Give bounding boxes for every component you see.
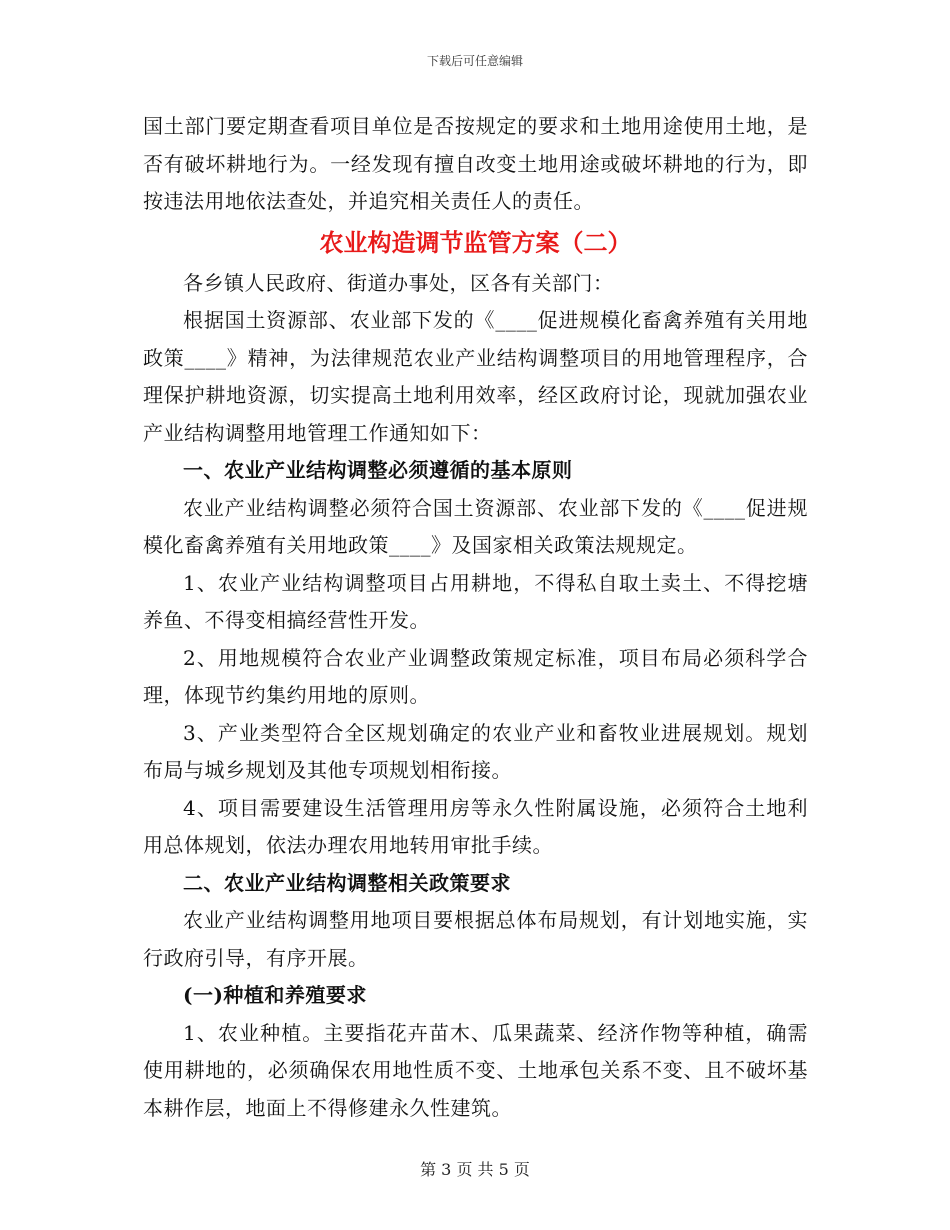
principle-item-2: 2、用地规模符合农业产业调整政策规定标准，项目布局必须科学合理，体现节约集约用地的原则。: [143, 645, 808, 707]
intro-paragraph: 国土部门要定期查看项目单位是否按规定的要求和土地用途使用土地，是否有破坏耕地行为。一经发现有擅自改变土地用途或破坏耕地的行为，即按违法用地依法查处，并追究相关责任人的责任。: [143, 114, 808, 213]
section-2-paragraph: 农业产业结构调整用地项目要根据总体布局规划，有计划地实施，实行政府引导，有序开展。: [143, 908, 808, 970]
requirement-item-1: 1、农业种植。主要指花卉苗木、瓜果蔬菜、经济作物等种植，确需使用耕地的，必须确保农用地性质不变、土地承包关系不变、且不破坏基本耕作层，地面上不得修建永久性建筑。: [143, 1020, 808, 1120]
section-1-paragraph: 农业产业结构调整必须符合国土资源部、农业部下发的《____促进规模化畜禽养殖有关用地政策____》及国家相关政策法规规定。: [143, 495, 808, 557]
principle-item-4: 4、项目需要建设生活管理用房等永久性附属设施，必须符合土地利用总体规划，依法办理农用地转用审批手续。: [143, 795, 808, 857]
principle-item-3: 3、产业类型符合全区规划确定的农业产业和畜牧业进展规划。规划布局与城乡规划及其他专项规划相衔接。: [143, 720, 808, 782]
page-number-footer: 第 3 页 共 5 页: [420, 1160, 530, 1179]
subsection-heading-2-1: (一)种植和养殖要求: [183, 983, 367, 1007]
principle-item-1: 1、农业产业结构调整项目占用耕地，不得私自取土卖土、不得挖塘养鱼、不得变相搞经营性开发。: [143, 570, 808, 632]
salutation-paragraph: 各乡镇人民政府、街道办事处，区各有关部门：: [183, 270, 614, 295]
document-body: [143, 108, 808, 1127]
basis-paragraph: 根据国土资源部、农业部下发的《____促进规模化畜禽养殖有关用地政策____》精神，为法律规范农业产业结构调整项目的用地管理程序，合理保护耕地资源，切实提高土地利用效率，经区政府讨论，现就加强农业产业结构调整用地管理工作通知如下：: [143, 308, 808, 445]
section-heading-2: 二、农业产业结构调整相关政策要求: [183, 870, 511, 895]
document-title: 农业构造调节监管方案（二）: [319, 227, 632, 257]
section-heading-1: 一、农业产业结构调整必须遵循的基本原则: [183, 458, 573, 482]
page-header-note: 下载后可任意编辑: [426, 54, 523, 68]
